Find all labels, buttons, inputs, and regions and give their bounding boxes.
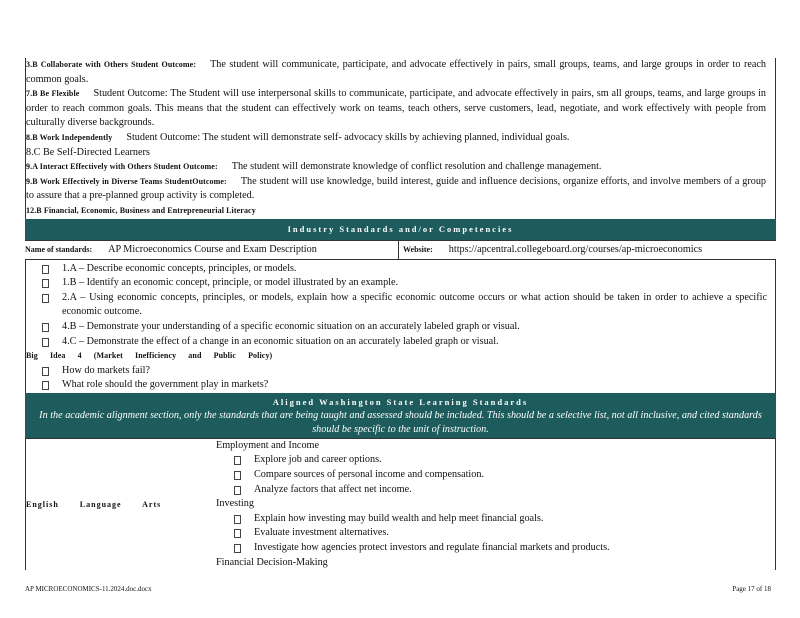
outcome-8c: 8.C Be Self-Directed Learners bbox=[26, 146, 150, 158]
list-item: 1.B – Identify an economic concept, principle, or model illustrated by an example. bbox=[26, 276, 775, 291]
outcome-9b: 9.B Work Effectively in Diverse Teams StudentOutcome: The student will use knowledge, build interest, guide and influence decisions, organize efforts, and involve members of a group to assure that a pre-planned group activity is completed. bbox=[26, 175, 767, 202]
checkbox-bullet-icon bbox=[42, 265, 49, 274]
list-item: What role should the government play in markets? bbox=[26, 378, 775, 393]
group-list bbox=[216, 512, 775, 556]
group-heading: Investing bbox=[216, 498, 254, 510]
checkbox-bullet-icon bbox=[42, 279, 49, 288]
big-idea-title: Big Idea 4 (Market Inefficiency and Public Policy) bbox=[26, 351, 273, 361]
standards-name-row bbox=[25, 240, 776, 260]
standards-list-section bbox=[25, 260, 776, 393]
alignment-standards-cell bbox=[216, 439, 775, 570]
checkbox-bullet-icon bbox=[42, 367, 49, 376]
checkbox-bullet-icon bbox=[42, 338, 49, 347]
alignment-table bbox=[25, 438, 776, 570]
big-idea-questions bbox=[26, 364, 775, 393]
industry-standards-band: Industry Standards and/or Competencies bbox=[25, 219, 776, 240]
outcomes-section bbox=[25, 58, 776, 219]
group-list bbox=[216, 453, 775, 497]
outcome-7b: 7.B Be Flexible Student Outcome: The Student will use interpersonal skills to communicate, participate, and advocate effectively in pairs, sm all groups, teams, and large groups in order to reach common goals. This means that the student can effectively work on teams, teach others, serve customers, lead, negotiate, and work effectively with people from culturally diverse backgrounds. bbox=[26, 88, 767, 129]
list-item: Explore job and career options. bbox=[216, 453, 775, 468]
outcome-9a: 9.A Interact Effectively with Others Student Outcome: The student will demonstrate knowledge of conflict resolution and challenge management. bbox=[26, 161, 602, 173]
outcome-3b: 3.B Collaborate with Others Student Outcome: The student will communicate, participate, and advocate effectively in pairs, small groups, teams, and large groups in order to reach common goals. bbox=[26, 59, 766, 85]
checkbox-bullet-icon bbox=[234, 515, 241, 524]
unit-content bbox=[25, 58, 776, 570]
standards-website-cell: Website: https://apcentral.collegeboard.org/courses/ap-microeconomics bbox=[403, 244, 703, 256]
checkbox-bullet-icon bbox=[234, 529, 241, 538]
checkbox-bullet-icon bbox=[42, 323, 49, 332]
checkbox-bullet-icon bbox=[234, 544, 241, 553]
list-item: How do markets fail? bbox=[26, 364, 775, 379]
alignment-subject-cell: English Language Arts bbox=[26, 500, 162, 510]
checkbox-bullet-icon bbox=[234, 471, 241, 480]
list-item: 2.A – Using economic concepts, principles, or models, explain how a specific economic outcome occurs or what action should be taken in order to achieve a specific economic outcome. bbox=[26, 291, 775, 320]
standards-website-link[interactable]: https://apcentral.collegeboard.org/courses/ap-microeconomics bbox=[448, 244, 703, 256]
aligned-standards-band: Aligned Washington State Learning Standards In the academic alignment section, only the standards that are being taught and assessed should be included. This should be a selective list, not all inclusive, and cited standards should be specific to the unit of instruction. bbox=[25, 393, 776, 438]
outcome-8b: 8.B Work Independently Student Outcome: The student will demonstrate self- advocacy skills by achieving planned, individual goals. bbox=[26, 131, 570, 143]
standards-list bbox=[26, 262, 775, 350]
footer-page-number: Page 17 of 18 bbox=[732, 585, 771, 593]
group-heading: Employment and Income bbox=[216, 439, 319, 451]
standards-name-cell: Name of standards: AP Microeconomics Course and Exam Description bbox=[25, 241, 399, 259]
footer-filename: AP MICROECONOMICS-11.2024.doc.docx bbox=[25, 585, 152, 593]
list-item: 1.A – Describe economic concepts, principles, or models. bbox=[26, 262, 775, 277]
list-item: 4.C – Demonstrate the effect of a change in an economic situation on an accurately labeled graph or visual. bbox=[26, 335, 775, 350]
checkbox-bullet-icon bbox=[234, 486, 241, 495]
list-item: Analyze factors that affect net income. bbox=[216, 483, 775, 498]
page-footer bbox=[25, 585, 771, 593]
checkbox-bullet-icon bbox=[42, 294, 49, 303]
list-item: Explain how investing may build wealth and help meet financial goals. bbox=[216, 512, 775, 527]
list-item: Investigate how agencies protect investors and regulate financial markets and products. bbox=[216, 541, 775, 556]
outcome-12b: 12.B Financial, Economic, Business and Entrepreneurial Literacy bbox=[26, 205, 256, 215]
group-heading: Financial Decision-Making bbox=[216, 556, 328, 568]
list-item: 4.B – Demonstrate your understanding of a specific economic situation on an accurately labeled graph or visual. bbox=[26, 320, 775, 335]
list-item: Compare sources of personal income and compensation. bbox=[216, 468, 775, 483]
checkbox-bullet-icon bbox=[42, 381, 49, 390]
checkbox-bullet-icon bbox=[234, 456, 241, 465]
list-item: Evaluate investment alternatives. bbox=[216, 526, 775, 541]
